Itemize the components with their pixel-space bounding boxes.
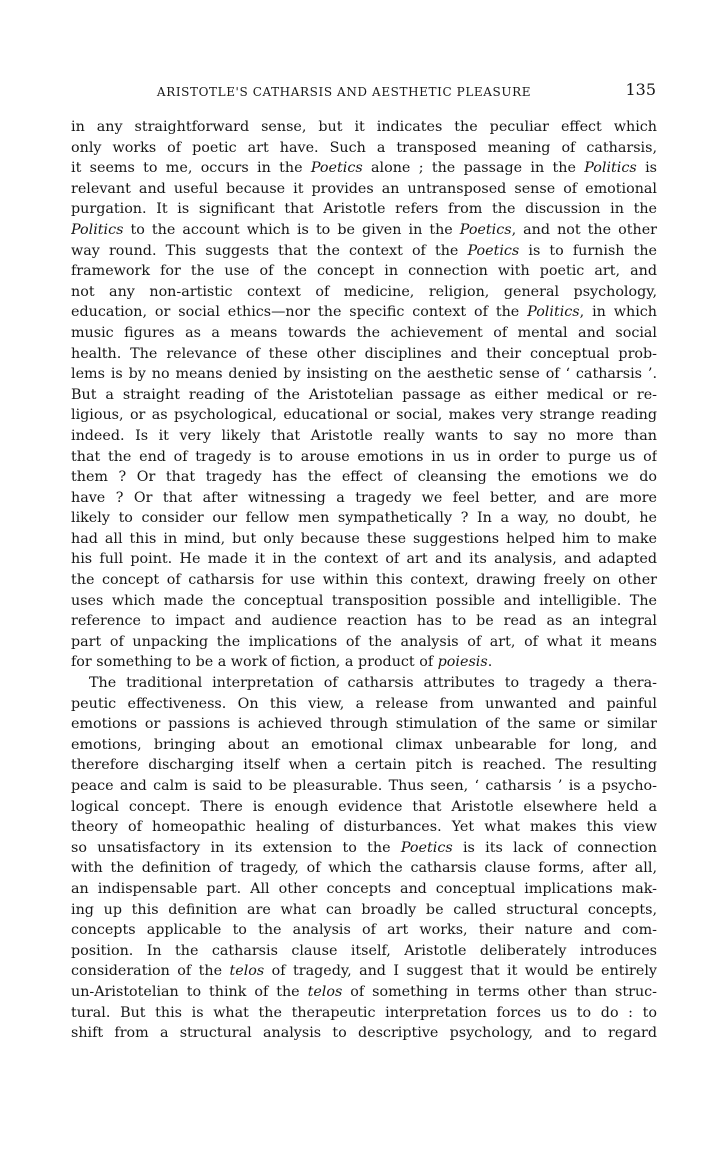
text-line: only works of poetic art have. Such a transposed meaning of catharsis, <box>71 139 657 156</box>
text-line: peace and calm is said to be pleasurable. Thus seen, ‘ catharsis ’ is a psycho- <box>71 778 657 794</box>
text-line: ing up this definition are what can broadly be called structural concepts, <box>71 901 657 918</box>
text-line: the concept of catharsis for use within this context, drawing freely on other <box>71 572 657 589</box>
text-line: un-Aristotelian to think of the telos of something in terms other than struc- <box>71 983 657 1000</box>
text-line: had all this in mind, but only because these suggestions helped him to make <box>71 530 657 547</box>
text-line: emotions or passions is achieved through stimulation of the same or similar <box>71 716 657 733</box>
text-line: indeed. Is it very likely that Aristotle really wants to say no more than <box>71 427 657 444</box>
italic-term: Poetics <box>459 221 512 238</box>
body-text <box>71 117 657 1044</box>
text-line: framework for the use of the concept in connection with poetic art, and <box>71 263 657 280</box>
text-line: tural. But this is what the therapeutic interpretation forces us to do : to <box>71 1004 657 1021</box>
italic-term: telos <box>229 963 265 980</box>
text-line: that the end of tragedy is to arouse emotions in us in order to purge us of <box>71 448 657 465</box>
italic-term: Poetics <box>467 242 520 259</box>
text-line: The traditional interpretation of catharsis attributes to tragedy a thera- <box>89 675 657 692</box>
text-line: But a straight reading of the Aristotelian passage as either medical or re- <box>71 386 657 403</box>
text-line: for something to be a work of fiction, a product of poiesis. <box>71 654 493 671</box>
text-line: way round. This suggests that the context of the Poetics is to furnish the <box>71 242 657 259</box>
text-line: peutic effectiveness. On this view, a release from unwanted and painful <box>71 695 657 712</box>
italic-term: Politics <box>527 304 580 321</box>
text-line: with the definition of tragedy, of which the catharsis clause forms, after all, <box>71 860 657 877</box>
text-line: music figures as a means towards the achievement of mental and social <box>71 324 657 341</box>
text-line: an indispensable part. All other concepts and conceptual implications mak- <box>71 880 657 897</box>
paragraph <box>71 673 657 1044</box>
text-line: therefore discharging itself when a certain pitch is reached. The resulting <box>71 757 657 774</box>
text-line: concepts applicable to the analysis of art works, their nature and com- <box>71 922 657 939</box>
text-line: reference to impact and audience reaction has to be read as an integral <box>71 613 657 630</box>
text-line: Politics to the account which is to be given in the Poetics, and not the other <box>71 221 657 238</box>
text-line: it seems to me, occurs in the Poetics alone ; the passage in the Politics is <box>71 160 657 177</box>
running-head <box>70 80 658 104</box>
running-title: ARISTOTLE'S CATHARSIS AND AESTHETIC PLEASURE <box>156 85 532 99</box>
text-line: emotions, bringing about an emotional climax unbearable for long, and <box>71 736 657 753</box>
paragraph <box>71 117 657 673</box>
text-line: part of unpacking the implications of the analysis of art, of what it means <box>71 633 657 650</box>
text-line: so unsatisfactory in its extension to the Poetics is its lack of connection <box>71 839 657 856</box>
italic-term: poiesis <box>437 654 488 671</box>
text-line: in any straightforward sense, but it indicates the peculiar effect which <box>71 119 657 135</box>
text-line: lems is by no means denied by insisting on the aesthetic sense of ‘ catharsis ’. <box>71 366 657 383</box>
text-line: ligious, or as psychological, educational or social, makes very strange reading <box>71 407 657 424</box>
text-line: education, or social ethics—nor the specific context of the Politics, in which <box>71 304 657 321</box>
text-line: health. The relevance of these other disciplines and their conceptual prob- <box>71 345 657 362</box>
italic-term: Poetics <box>310 160 363 177</box>
italic-term: Poetics <box>400 839 453 856</box>
text-line: position. In the catharsis clause itself, Aristotle deliberately introduces <box>71 942 657 959</box>
text-line: logical concept. There is enough evidence that Aristotle elsewhere held a <box>71 798 657 815</box>
text-line: not any non-artistic context of medicine, religion, general psychology, <box>71 283 657 300</box>
text-line: shift from a structural analysis to descriptive psychology, and to regard <box>71 1025 657 1042</box>
text-line: his full point. He made it in the context of art and its analysis, and adapted <box>71 551 657 568</box>
text-line: purgation. It is significant that Aristotle refers from the discussion in the <box>71 201 657 218</box>
text-line: them ? Or that tragedy has the effect of cleansing the emotions we do <box>71 469 657 486</box>
page-number: 135 <box>625 80 656 99</box>
text-line: uses which made the conceptual transposition possible and intelligible. The <box>71 592 657 609</box>
text-line: relevant and useful because it provides an untransposed sense of emotional <box>71 180 657 197</box>
text-line: have ? Or that after witnessing a tragedy we feel better, and are more <box>71 489 657 506</box>
text-line: theory of homeopathic healing of disturbances. Yet what makes this view <box>71 819 657 836</box>
italic-term: Politics <box>584 160 637 177</box>
text-line: consideration of the telos of tragedy, and I suggest that it would be entirely <box>71 963 657 980</box>
text-line: likely to consider our fellow men sympathetically ? In a way, no doubt, he <box>71 510 657 527</box>
italic-term: telos <box>307 983 343 1000</box>
italic-term: Politics <box>71 221 124 238</box>
